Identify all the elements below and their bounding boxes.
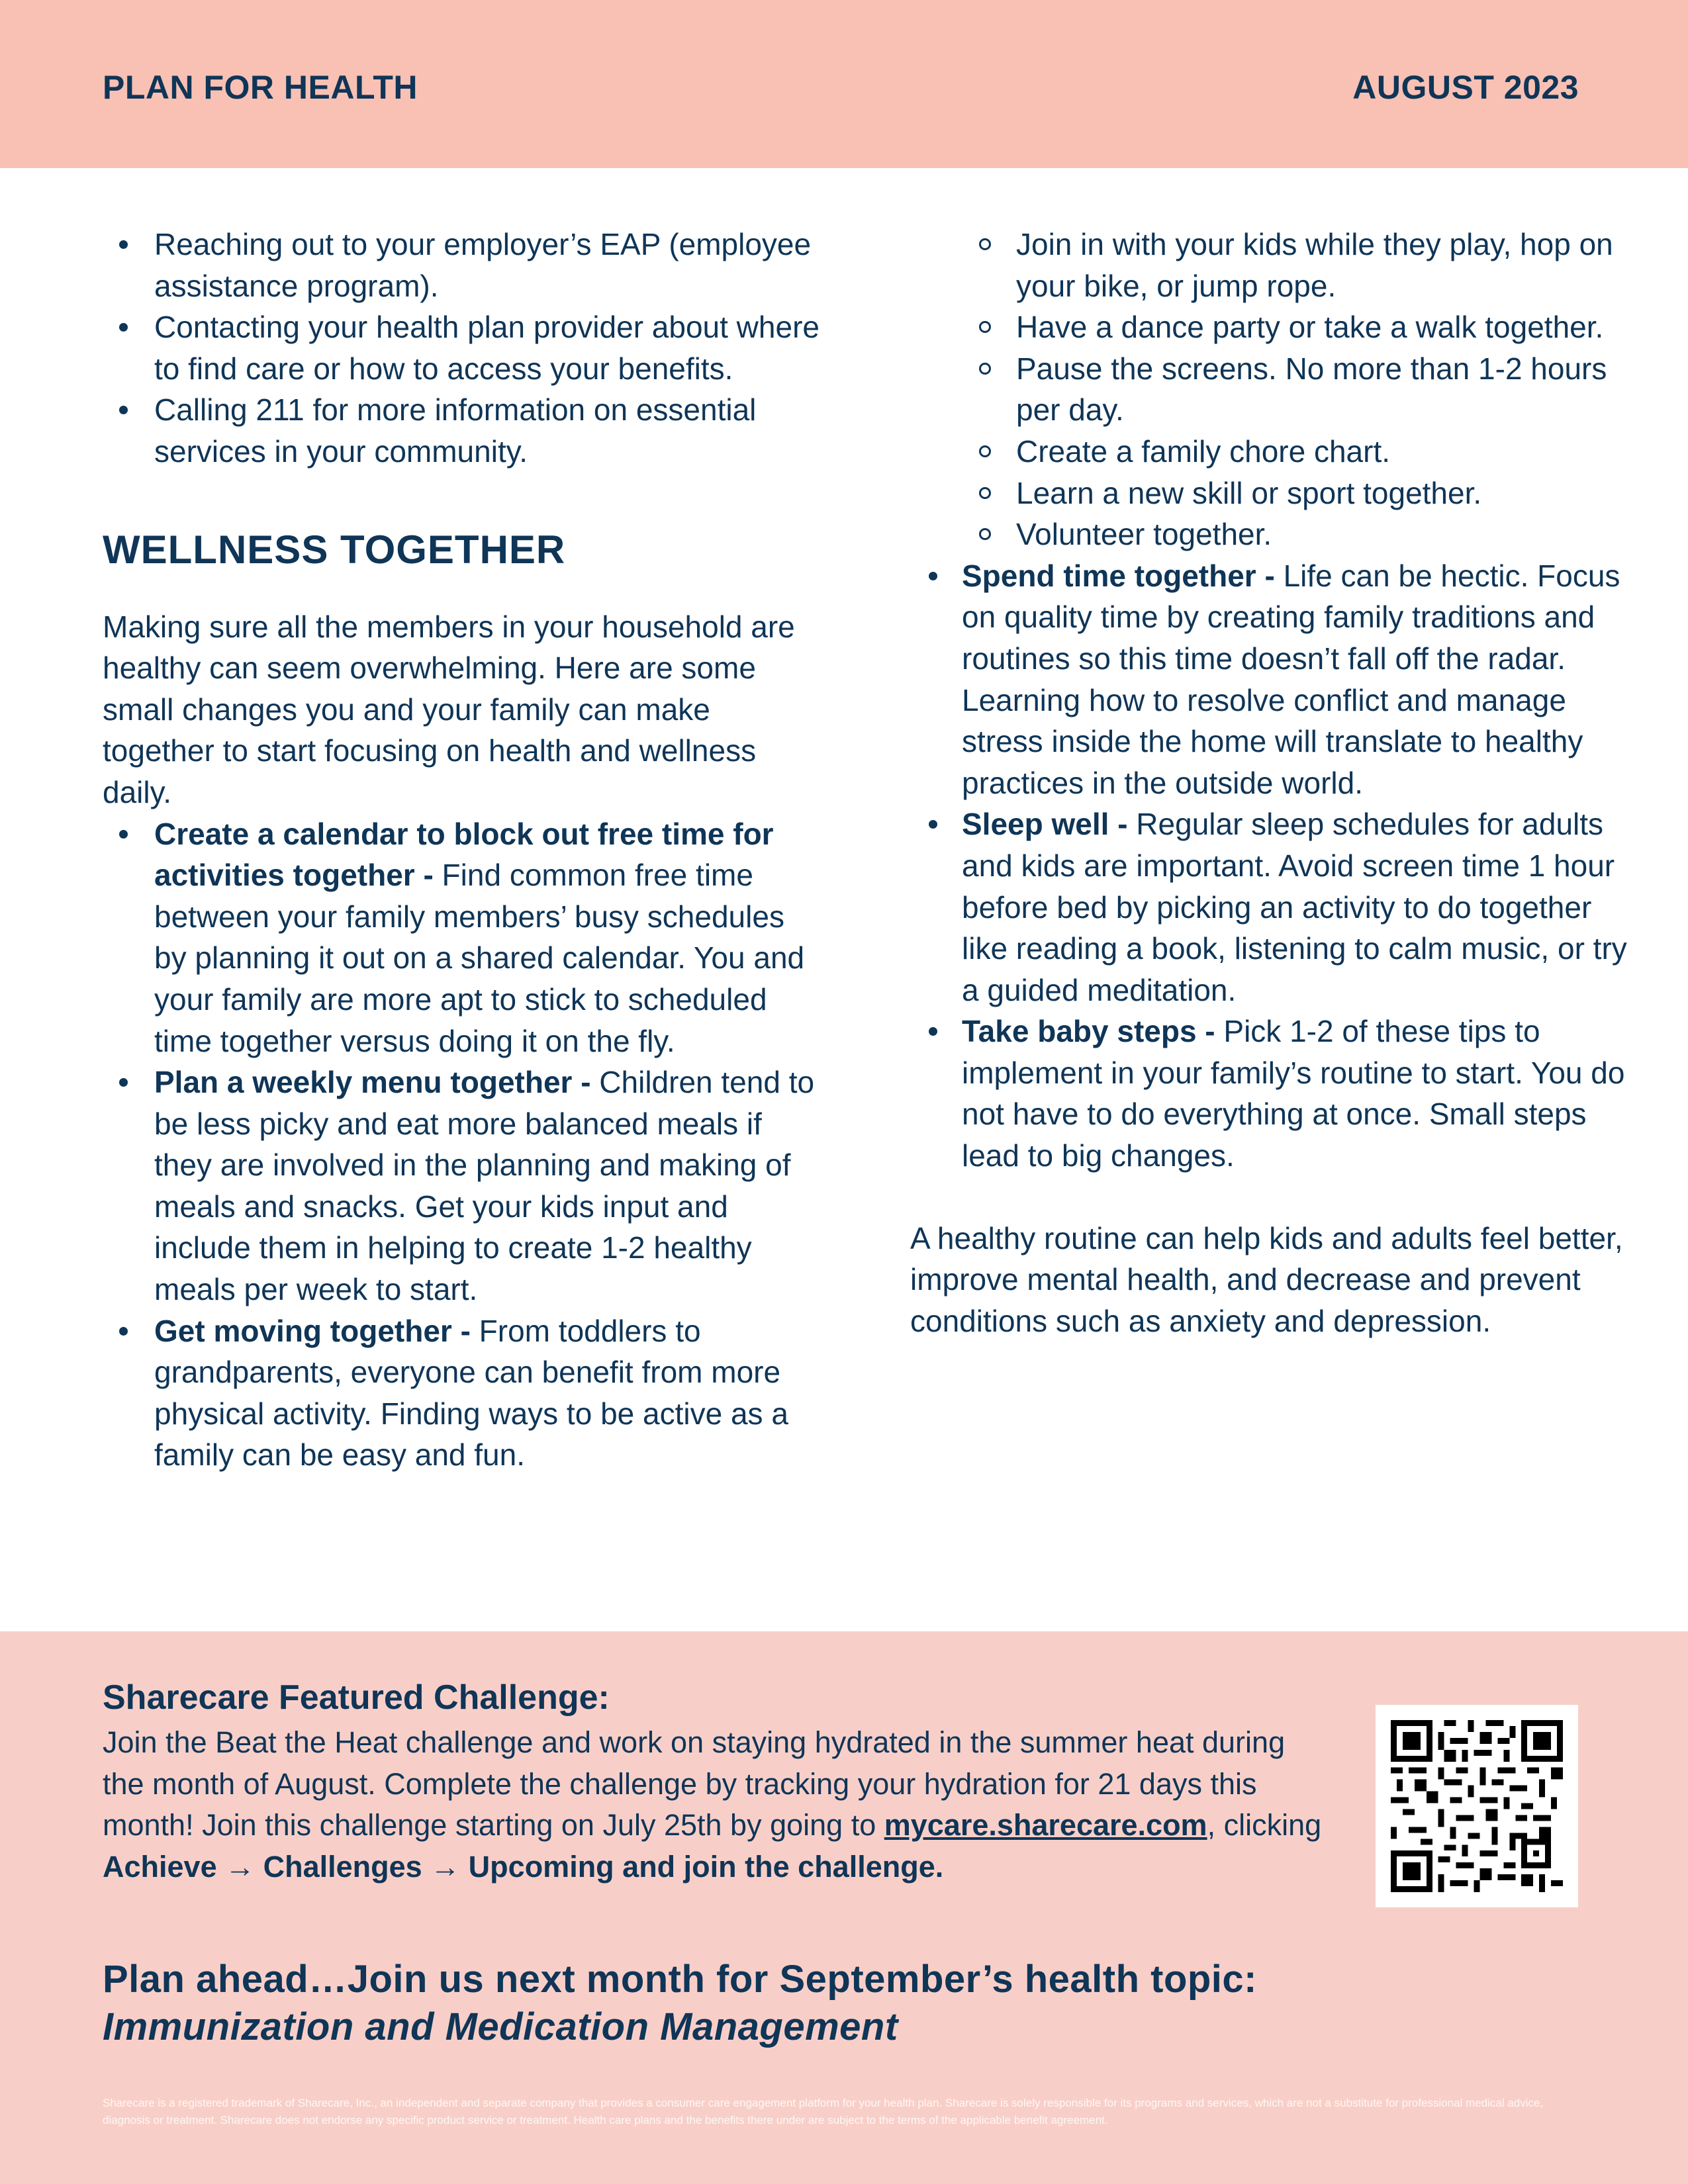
sharecare-link[interactable]: mycare.sharecare.com <box>884 1808 1207 1843</box>
list-item: Join in with your kids while they play, hop on your bike, or jump rope. <box>910 224 1638 306</box>
challenge-text-part: , clicking <box>1207 1808 1322 1843</box>
challenge-text-part: Join the Beat the Heat challenge and work on staying hydrated in the summer heat during the month of August. Complete the challenge by tracking your hydration for 21 days this month! Join this challenge starting on July 25th by going to <box>103 1725 1286 1843</box>
list-item: Create a family chore chart. <box>910 431 1638 473</box>
closing-paragraph: A healthy routine can help kids and adults feel better, improve mental health, and decrease and prevent conditions such as anxiety and depression. <box>910 1220 1623 1338</box>
list-item: Have a dance party or take a walk together. <box>910 306 1638 348</box>
right-column <box>910 224 1638 1342</box>
list-item: Reaching out to your employer’s EAP (employee assistance program). <box>103 224 824 306</box>
activity-sublist <box>910 224 1638 555</box>
tip-list <box>103 813 824 1477</box>
list-item <box>910 1011 1638 1176</box>
tip-text: Life can be hectic. Focus on quality time by creating family traditions and routines so this time doesn’t fall off the radar. Learning how to resolve conflict and manage stress inside the home will translate to healthy practices in the outside world. <box>962 558 1620 800</box>
resource-list <box>103 224 824 473</box>
tip-lead: Sleep well - <box>962 807 1128 842</box>
qr-code-icon <box>1391 1720 1563 1892</box>
list-item <box>103 813 824 1062</box>
tip-text: From toddlers to grandparents, everyone can benefit from more physical activity. Finding ways to be active as a family can be easy and fun. <box>154 1313 788 1473</box>
disclaimer: Sharecare is a registered trademark of Sharecare, Inc., an independent and separate company that provides a consumer care engagement platform for your health plan. Sharecare is solely responsible for its programs and services, which are not a substitute for professional medical advice, diagnosis or treatment. Sharecare does not endorse any specific product service or treatment. Health care plans and the benefits there under are subject to the terms of the applicable benefit agreement. <box>103 2097 1544 2126</box>
qr-code[interactable] <box>1376 1705 1578 1907</box>
list-item <box>103 1062 824 1310</box>
tip-text: Pick 1-2 of these tips to implement in your family’s routine to start. You do not have to do everything at once. Small steps lead to big changes. <box>962 1014 1625 1173</box>
list-item: Volunteer together. <box>910 514 1638 555</box>
next-topic: Immunization and Medication Management <box>103 2005 898 2048</box>
list-item: Pause the screens. No more than 1-2 hours per day. <box>910 348 1638 431</box>
tip-lead: Take baby steps - <box>962 1014 1215 1049</box>
tip-text: Children tend to be less picky and eat more balanced meals if they are involved in the planning and making of meals and snacks. Get your kids input and include them in helping to create 1-2 healthy meals per week to start. <box>154 1065 815 1307</box>
page-header <box>0 0 1688 168</box>
tip-text: Find common free time between your family members’ busy schedules by planning it out on a shared calendar. You and your family are more apt to stick to scheduled time together versus doing it on the fly. <box>154 858 805 1058</box>
tip-lead: Plan a weekly menu together - <box>154 1065 591 1100</box>
challenge-description <box>103 1722 1334 1888</box>
list-item <box>910 803 1638 1011</box>
challenge-path: Achieve → Challenges → Upcoming and join the challenge. <box>103 1849 944 1884</box>
intro-paragraph: Making sure all the members in your household are healthy can seem overwhelming. Here are some small changes you and your family can make together to start focusing on health and wellness daily. <box>103 609 795 809</box>
section-title: WELLNESS TOGETHER <box>103 527 566 572</box>
header-title: PLAN FOR HEALTH <box>103 69 418 106</box>
tip-text: Regular sleep schedules for adults and kids are important. Avoid screen time 1 hour before bed by picking an activity to do together like reading a book, listening to calm music, or try a guided meditation. <box>962 807 1627 1007</box>
header-date: AUGUST 2023 <box>1352 69 1579 106</box>
next-month-notice <box>103 1956 1559 2051</box>
tip-lead: Spend time together - <box>962 558 1275 593</box>
spacer <box>910 1177 1638 1218</box>
challenge-title: Sharecare Featured Challenge: <box>103 1678 610 1717</box>
list-item <box>910 555 1638 804</box>
list-item: Calling 211 for more information on essential services in your community. <box>103 389 824 472</box>
list-item: Learn a new skill or sport together. <box>910 473 1638 514</box>
plan-ahead-text: Plan ahead…Join us next month for September’s health topic: <box>103 1958 1257 2001</box>
list-item <box>103 1310 824 1476</box>
tip-lead: Get moving together - <box>154 1313 471 1348</box>
tip-lead: Create a calendar to block out free time for activities together - <box>154 816 774 893</box>
tip-list <box>910 555 1638 1177</box>
list-item: Contacting your health plan provider about where to find care or how to access your benefits. <box>103 306 824 389</box>
left-column <box>103 224 824 1476</box>
